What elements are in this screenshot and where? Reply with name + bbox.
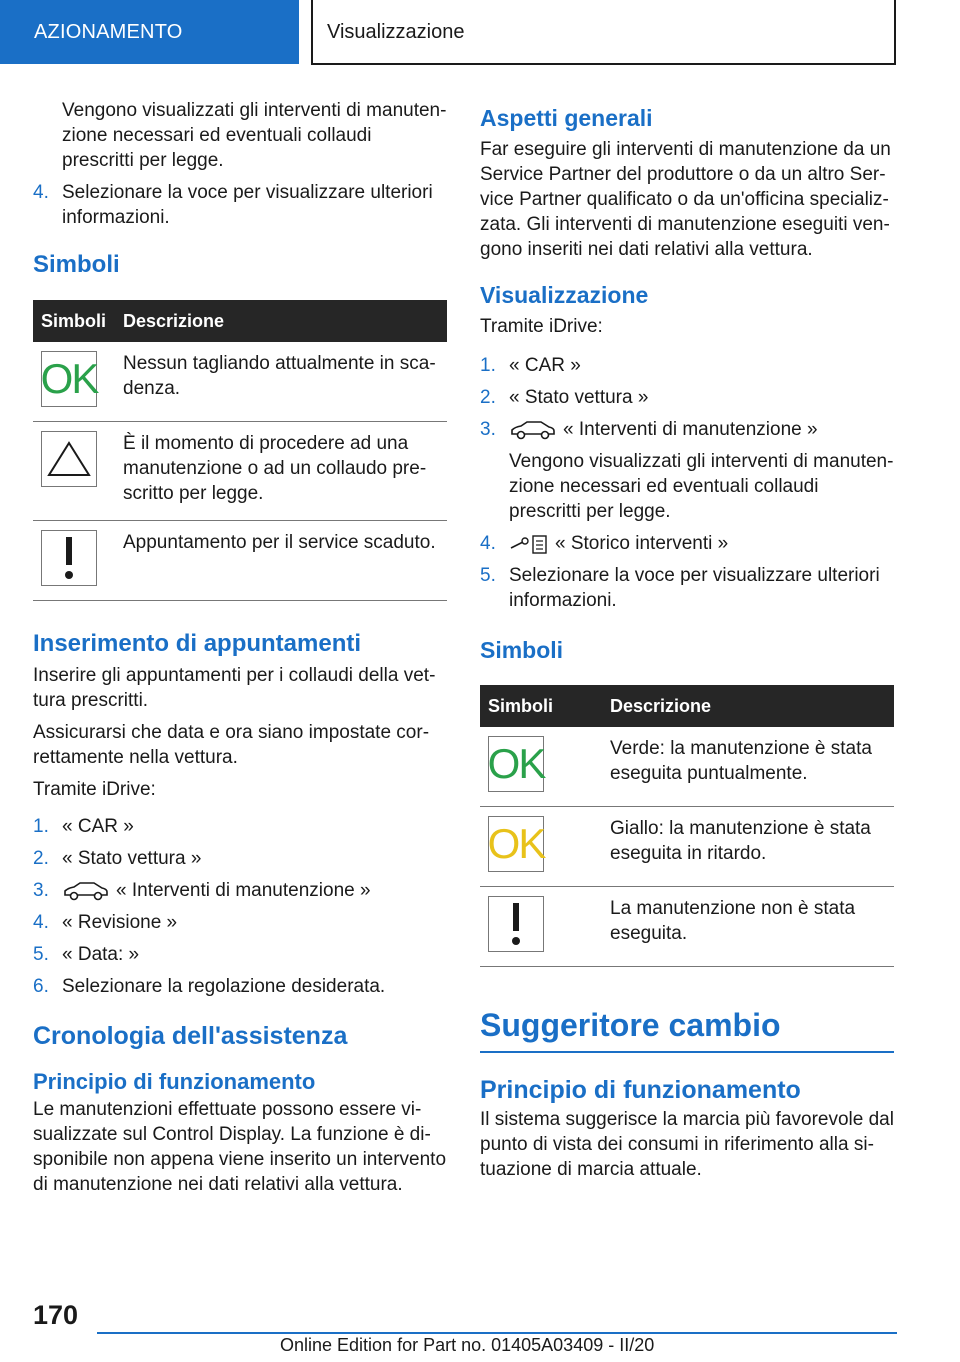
list-item: 4. « Revisione »: [33, 912, 178, 933]
list-item: 4. « Storico interventi »: [480, 533, 729, 554]
list-item: 1. « CAR »: [480, 355, 581, 376]
edition-note: Online Edition for Part no. 01405A03409 - II/20: [280, 1335, 655, 1355]
symbol-cell: [480, 807, 602, 887]
step-number: 4.: [33, 182, 49, 203]
description-cell: La manutenzione non è stata eseguita.: [602, 887, 894, 967]
display-step-list: [480, 353, 894, 613]
column-header-symbols: Simboli: [33, 300, 115, 342]
column-header-symbols: Simboli: [480, 685, 602, 727]
list-item: 1. « CAR »: [33, 816, 134, 837]
intro-paragraph: Vengono visualizzati gli interventi di manutenzione necessari ed eventuali collaudi prescritti per legge.: [62, 100, 447, 171]
exclamation-icon: [41, 530, 97, 586]
gear-suggestion-heading: Suggeritore cambio: [480, 1005, 894, 1053]
column-header-description: Descrizione: [602, 685, 894, 727]
principle-paragraph: Il sistema suggerisce la marcia più favorevole dal punto di vista dei consumi in riferimento alla situazione di marcia attuale.: [480, 1109, 894, 1180]
ok-yellow-icon: OK: [488, 816, 544, 872]
description-cell: Giallo: la manutenzione è stata eseguita in ritardo.: [602, 807, 894, 887]
table-row: [480, 807, 894, 887]
symbols-table: [33, 300, 447, 601]
car-service-icon: [509, 420, 557, 440]
description-cell: Verde: la manutenzione è stata eseguita puntualmente.: [602, 727, 894, 807]
list-item: 3. « Interventi di manutenzione » Vengono visualizzati gli interventi di manutenzione necessari ed eventuali collaudi prescritti per legge.: [480, 419, 894, 522]
list-item: 5. Selezionare la voce per visualizzare ulteriori informazioni.: [480, 565, 880, 611]
display-heading: Visualizzazione: [480, 282, 649, 308]
page-number: 170: [33, 1300, 79, 1330]
appointments-step-list: [33, 814, 447, 999]
history-heading: Cronologia dell'assistenza: [33, 1022, 348, 1050]
table-row: [480, 887, 894, 967]
appointments-heading: Inserimento di appuntamenti: [33, 630, 362, 657]
symbol-cell: [480, 727, 602, 807]
section-title: Visualizzazione: [327, 21, 465, 43]
table-row: [33, 422, 447, 521]
symbol-cell: [33, 521, 115, 601]
ok-icon: OK: [41, 351, 97, 407]
ok-green-icon: OK: [488, 736, 544, 792]
symbols-table: [480, 685, 894, 967]
appointments-paragraph-2: Assicurarsi che data e ora siano impostate correttamente nella vettura.: [33, 722, 430, 768]
description-cell: È il momento di procedere ad una manutenzione o ad un collaudo prescritto per legge.: [115, 422, 447, 521]
list-item: 2. « Stato vettura »: [33, 848, 202, 869]
appointments-paragraph-1: Inserire gli appuntamenti per i collaudi della vettura prescritti.: [33, 665, 436, 711]
symbols-heading: Simboli: [480, 637, 564, 663]
general-paragraph: Far eseguire gli interventi di manutenzione da un Service Partner del produttore o da un altro Service Partner qualificato o da un'officina specializzata. Gli interventi di manutenzione eseguiti vengono inseriti nei dati relativi alla vettura.: [480, 139, 891, 260]
list-item: 5. « Data: »: [33, 944, 140, 965]
table-row: [33, 342, 447, 422]
list-item: [33, 180, 447, 230]
symbols-heading: Simboli: [33, 251, 120, 278]
left-step-list: [33, 180, 447, 230]
car-service-icon: [62, 881, 110, 901]
symbol-cell: [480, 887, 602, 967]
list-item: 3. « Interventi di manutenzione »: [33, 880, 371, 901]
list-item: 2. « Stato vettura »: [480, 387, 649, 408]
exclamation-icon: [488, 896, 544, 952]
description-cell: Appuntamento per il service scaduto.: [115, 521, 447, 601]
symbol-cell: [33, 422, 115, 521]
step-text: Selezionare la voce per visualizzare ulteriori informazioni.: [62, 182, 433, 228]
principle-heading: Principio di funzionamento: [480, 1076, 801, 1104]
left-column: [33, 98, 447, 1204]
principle-paragraph: Le manutenzioni effettuate possono essere visualizzate sul Control Display. La funzione è disponibile non appena viene inserito un intervento di manutenzione nei dati relativi alla vettura.: [33, 1099, 447, 1195]
list-item: 6. Selezionare la regolazione desiderata.: [33, 976, 386, 997]
general-heading: Aspetti generali: [480, 105, 653, 131]
description-cell: Nessun tagliando attualmente in scadenza.: [115, 342, 447, 422]
warning-triangle-icon: [41, 431, 97, 487]
appointments-paragraph-3: Tramite iDrive:: [33, 779, 156, 800]
principle-heading: Principio di funzionamento: [33, 1069, 316, 1094]
table-row: [480, 727, 894, 807]
table-row: [33, 521, 447, 601]
service-history-icon: [509, 533, 549, 555]
column-header-description: Descrizione: [115, 300, 447, 342]
chapter-tab: AZIONAMENTO: [0, 0, 299, 64]
display-paragraph: Tramite iDrive:: [480, 316, 603, 337]
step-subtext: Vengono visualizzati gli interventi di manutenzione necessari ed eventuali collaudi prescritti per legge.: [509, 451, 894, 522]
symbol-cell: [33, 342, 115, 422]
right-column: [480, 103, 894, 1189]
header-bar: [311, 0, 896, 65]
